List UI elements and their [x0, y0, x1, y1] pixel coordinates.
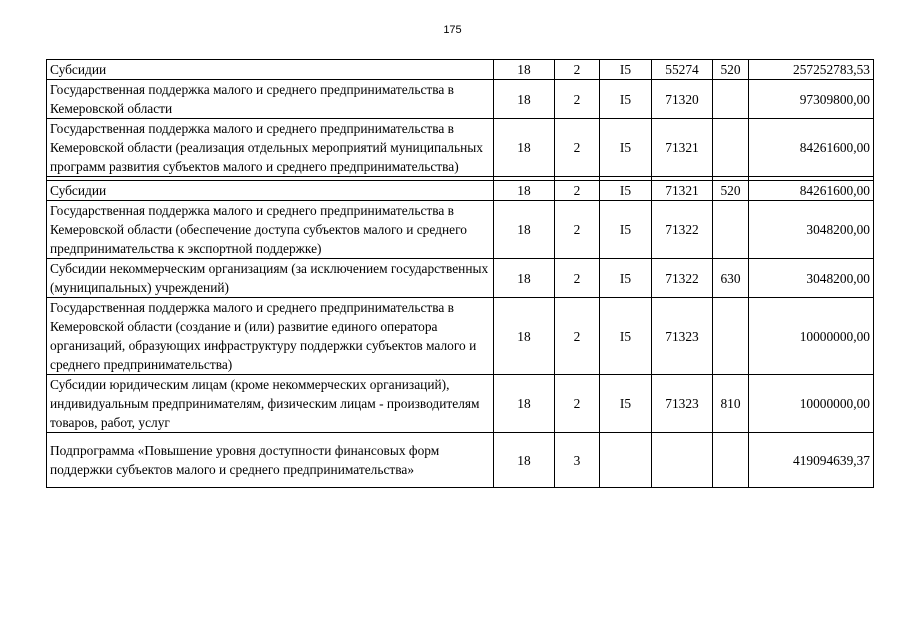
row-code-4: 71323 [652, 298, 713, 375]
row-code-1: 18 [494, 298, 555, 375]
row-code-5: 810 [713, 375, 749, 433]
row-code-2: 2 [555, 375, 600, 433]
row-code-3: I5 [600, 181, 652, 201]
row-code-4: 71322 [652, 259, 713, 298]
row-code-1: 18 [494, 119, 555, 177]
row-code-4: 71322 [652, 201, 713, 259]
row-amount: 84261600,00 [749, 181, 874, 201]
row-code-2: 2 [555, 181, 600, 201]
row-code-1: 18 [494, 375, 555, 433]
row-code-4: 55274 [652, 60, 713, 80]
row-code-2: 2 [555, 80, 600, 119]
row-code-5: 520 [713, 181, 749, 201]
row-code-2: 2 [555, 298, 600, 375]
row-amount: 419094639,37 [749, 433, 874, 488]
row-amount: 257252783,53 [749, 60, 874, 80]
row-code-4: 71323 [652, 375, 713, 433]
row-code-3: I5 [600, 298, 652, 375]
row-code-5 [713, 298, 749, 375]
row-code-2: 2 [555, 259, 600, 298]
row-code-5 [713, 119, 749, 177]
table-row [47, 119, 874, 177]
table-row [47, 181, 874, 201]
row-code-3 [600, 433, 652, 488]
row-code-2: 2 [555, 119, 600, 177]
row-name: Субсидии юридическим лицам (кроме некоммерческих организаций), индивидуальным предпринимателям, физическим лицам - производителям товаров, работ, услуг [47, 375, 494, 433]
table-row [47, 80, 874, 119]
budget-table [46, 59, 874, 488]
row-code-1: 18 [494, 80, 555, 119]
row-code-2: 3 [555, 433, 600, 488]
table-row [47, 298, 874, 375]
page-number: 175 [443, 24, 462, 36]
row-code-1: 18 [494, 181, 555, 201]
row-amount: 3048200,00 [749, 201, 874, 259]
row-name: Субсидии некоммерческим организациям (за исключением государственных (муниципальных) учреждений) [47, 259, 494, 298]
row-name: Государственная поддержка малого и среднего предпринимательства в Кемеровской области [47, 80, 494, 119]
row-name: Государственная поддержка малого и среднего предпринимательства в Кемеровской области (создание и (или) развитие единого оператора организаций, образующих инфраструктуру поддержки субъектов малого и среднего предпринимательства) [47, 298, 494, 375]
row-code-5: 520 [713, 60, 749, 80]
row-name: Субсидии [47, 60, 494, 80]
row-amount: 3048200,00 [749, 259, 874, 298]
row-name: Государственная поддержка малого и среднего предпринимательства в Кемеровской области (реализация отдельных мероприятий муниципальных программ развития субъектов малого и среднего предпринимательства) [47, 119, 494, 177]
table-row [47, 201, 874, 259]
row-code-2: 2 [555, 201, 600, 259]
row-name: Государственная поддержка малого и среднего предпринимательства в Кемеровской области (обеспечение доступа субъектов малого и среднего предпринимательства к экспортной поддержке) [47, 201, 494, 259]
row-code-3: I5 [600, 80, 652, 119]
table-row [47, 375, 874, 433]
row-amount: 10000000,00 [749, 298, 874, 375]
row-amount: 84261600,00 [749, 119, 874, 177]
row-code-1: 18 [494, 259, 555, 298]
row-code-1: 18 [494, 201, 555, 259]
row-amount: 10000000,00 [749, 375, 874, 433]
row-code-1: 18 [494, 433, 555, 488]
row-name: Субсидии [47, 181, 494, 201]
row-code-5 [713, 80, 749, 119]
row-code-3: I5 [600, 201, 652, 259]
row-code-5 [713, 201, 749, 259]
row-code-1: 18 [494, 60, 555, 80]
row-code-4: 71321 [652, 119, 713, 177]
table-row [47, 433, 874, 488]
table-row [47, 60, 874, 80]
row-amount: 97309800,00 [749, 80, 874, 119]
row-code-5: 630 [713, 259, 749, 298]
row-code-5 [713, 433, 749, 488]
row-code-3: I5 [600, 375, 652, 433]
row-code-3: I5 [600, 259, 652, 298]
row-name: Подпрограмма «Повышение уровня доступности финансовых форм поддержки субъектов малого и среднего предпринимательства» [47, 433, 494, 488]
row-code-3: I5 [600, 119, 652, 177]
row-code-3: I5 [600, 60, 652, 80]
table-row [47, 259, 874, 298]
row-code-2: 2 [555, 60, 600, 80]
row-code-4: 71320 [652, 80, 713, 119]
row-code-4 [652, 433, 713, 488]
row-code-4: 71321 [652, 181, 713, 201]
